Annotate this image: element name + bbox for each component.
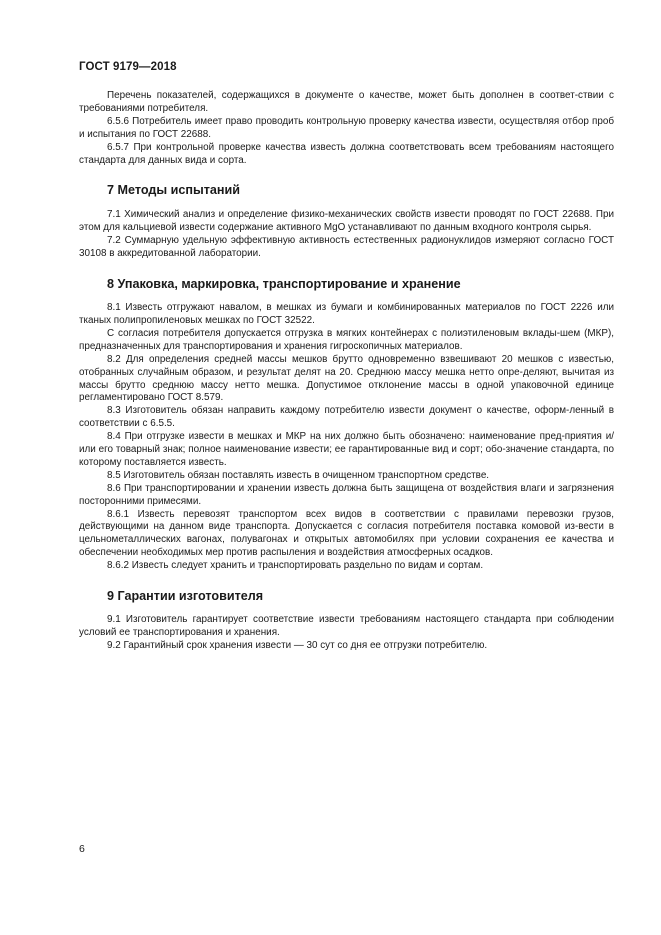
paragraph: 6.5.7 При контрольной проверке качества известь должна соответствовать всем требованиям настоящего стандарта для данных вида и сорта. <box>79 141 614 166</box>
paragraph: 9.1 Изготовитель гарантирует соответствие извести требованиям настоящего стандарта при соблюдении условий ее транспортирования и хранения. <box>79 614 614 638</box>
page-number: 6 <box>79 843 85 855</box>
paragraph: 8.4 При отгрузке извести в мешках и МКР на них должно быть обозначено: наименование пред-приятия и/или его товарный знак; полное наименование извести; ее гарантированные вид и сорт; обо-значение стандарта, по которому поставляется известь. <box>79 431 614 468</box>
paragraph: 7.1 Химический анализ и определение физико-механических свойств извести проводят по ГОСТ 22688. При этом для кальциевой извести содержание активного MgO устанавливают по данным входного контроля сырья. <box>79 209 614 234</box>
paragraph: 8.3 Изготовитель обязан направить каждому потребителю извести документ о качестве, оформ-ленный в соответствии с 6.5.5. <box>79 405 614 430</box>
paragraph: 9.2 Гарантийный срок хранения извести — 30 сут со дня ее отгрузки потребителю. <box>107 639 488 651</box>
section-heading-8: 8 Упаковка, маркировка, транспортирование и хранение <box>107 277 461 292</box>
paragraph: 6.5.6 Потребитель имеет право проводить контрольную проверку качества извести, осуществляя отбор проб и испытания по ГОСТ 22688. <box>79 115 614 140</box>
paragraph: Перечень показателей, содержащихся в документе о качестве, может быть дополнен в соответ-ствии с требованиями потребителя. <box>79 90 614 114</box>
paragraph: 8.6.1 Известь перевозят транспортом всех видов в соответствии с правилами перевозки грузов, действующими на данном виде транспорта. Допускается с согласия потребителя поставка комовой из-вести в цельнометаллических вагонах, полувагонах и открытых автомобилях при условии сохранения ее качества и обеспечении необходимых мер против распыления и воздействия атмосферных осадков. <box>79 508 614 559</box>
paragraph: 8.6.2 Известь следует хранить и транспортировать раздельно по видам и сортам. <box>107 560 484 572</box>
paragraph: 8.2 Для определения средней массы мешков брутто одновременно взвешивают 20 мешков с известью, отобранных случайным образом, и результат делят на 20. Среднюю массу мешка нетто опре-деляют, вычитая из массы брутто среднюю массу нетто мешка. Допустимое отклонение массы в одной упаковочной единице регламентировано ГОСТ 8.579. <box>79 353 614 404</box>
paragraph: 8.5 Изготовитель обязан поставлять известь в очищенном транспортном средстве. <box>107 469 490 481</box>
paragraph: 8.1 Известь отгружают навалом, в мешках из бумаги и комбинированных материалов по ГОСТ 2226 или тканых полипропиленовых мешках по ГОСТ 32522. <box>79 302 614 326</box>
paragraph: С согласия потребителя допускается отгрузка в мягких контейнерах с полиэтиленовым вклады-шем (МКР), предназначенных для транспортирования и хранения гигроскопичных материалов. <box>79 327 614 352</box>
section-heading-7: 7 Методы испытаний <box>107 183 240 198</box>
paragraph: 7.2 Суммарную удельную эффективную активность естественных радионуклидов измеряют согласно ГОСТ 30108 в аккредитованной лаборатории. <box>79 235 614 260</box>
paragraph: 8.6 При транспортировании и хранении известь должна быть защищена от воздействия влаги и загрязнения посторонними примесями. <box>79 482 614 507</box>
section-heading-9: 9 Гарантии изготовителя <box>107 589 264 604</box>
standard-id-header: ГОСТ 9179—2018 <box>79 61 177 73</box>
document-body <box>79 90 614 653</box>
